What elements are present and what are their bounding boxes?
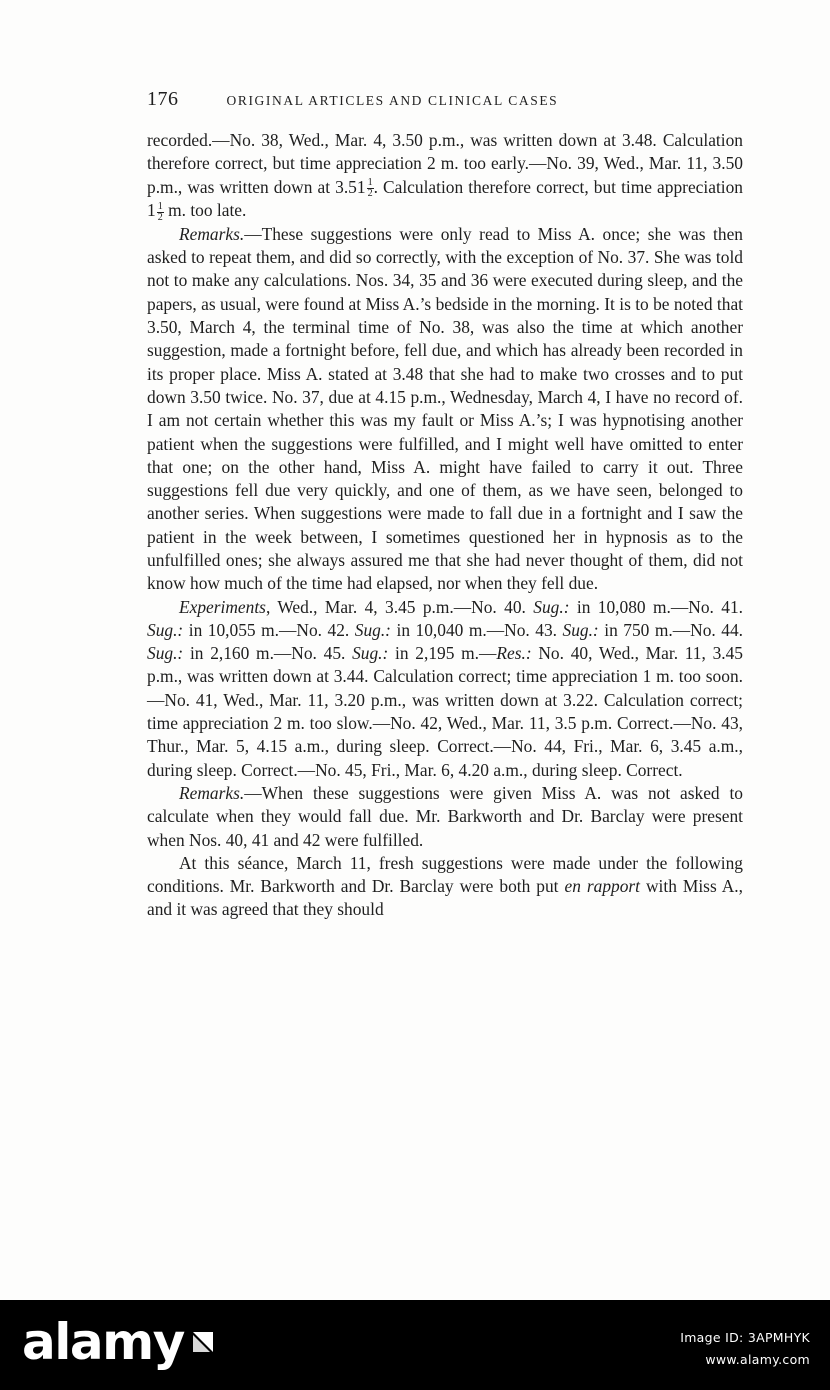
site-url[interactable]: www.alamy.com: [705, 1352, 810, 1367]
paragraph-5: At this séance, March 11, fresh suggestions were made under the following conditions. Mr. Barkworth and Dr. Barclay were both put en rapport with Miss A., and it was agreed that they should: [147, 852, 743, 920]
experiments-label: Experiments: [179, 596, 266, 617]
body-text: [147, 129, 743, 922]
page-header: [147, 88, 747, 116]
sug-label: Sug.:: [352, 643, 389, 664]
paragraph-2: Remarks.—These suggestions were only read to Miss A. once; she was then asked to repeat them, and did so correctly, with the exception of No. 37. She was told not to make any calculations. Nos. 34, 35 and 36 were executed during sleep, and the papers, as usual, were found at Miss A.’s bedside in the morning. It is to be noted that 3.50, March 4, the terminal time of No. 38, was also the time at which another suggestion, made a fortnight before, fell due, and which has already been recorded in its proper place. Miss A. stated at 3.48 that she had to make two crosses and to put down 3.50 twice. No. 37, due at 4.15 p.m., Wednesday, March 4, I have no record of. I am not certain whether this was my fault or Miss A.’s; I was hypnotising another patient when the suggestions were fulfilled, and I might well have omitted to enter that one; on the other hand, Miss A. might have failed to carry it out. Three suggestions fell due very quickly, and one of them, as we have seen, belonged to another series. When suggestions were made to fall due in a fortnight and I saw the patient in the week between, I sometimes questioned her in hypnosis as to the unfulfilled ones; she always assured me that she had never thought of them, did not know how much of the time had elapsed, nor when they fell due.: [147, 223, 743, 594]
paragraph-4: Remarks.—When these suggestions were given Miss A. was not asked to calculate when they would fall due. Mr. Barkworth and Dr. Barclay were present when Nos. 40, 41 and 42 were fulfilled.: [147, 782, 743, 850]
remarks-label: Remarks.: [179, 782, 245, 803]
running-head: ORIGINAL ARTICLES AND CLINICAL CASES: [226, 93, 559, 108]
sug-label: Sug.:: [562, 619, 599, 640]
page-number: 176: [147, 88, 179, 110]
fraction-half: $\frac{1}{2}$: [157, 200, 163, 223]
remarks-label: Remarks.: [179, 223, 245, 244]
en-rapport-phrase: en rapport: [564, 876, 641, 897]
alamy-logo[interactable]: alamy: [22, 1312, 216, 1372]
sug-label: Sug.:: [354, 619, 391, 640]
sug-label: Sug.:: [533, 596, 570, 617]
sug-label: Sug.:: [147, 643, 184, 664]
alamy-mark-icon: [190, 1329, 216, 1355]
fraction-half: $\frac{1}{2}$: [367, 177, 373, 200]
paragraph-1: recorded.—No. 38, Wed., Mar. 4, 3.50 p.m., was written down at 3.48. Calculation therefore correct, but time appreciation 2 m. too early.—No. 39, Wed., Mar. 11, 3.50 p.m., was written down at 3.51 $\frac{1}{2}$ . Calculation therefore correct, but time appreciation 1 $\frac{1}{2}$ m. too late.: [147, 130, 743, 223]
paragraph-3: Experiments, Wed., Mar. 4, 3.45 p.m.—No. 40. Sug.: in 10,080 m.—No. 41. Sug.: in 10,055 m.—No. 42. Sug.: in 10,040 m.—No. 43. Sug.: in 750 m.—No. 44. Sug.: in 2,160 m.—No. 45. Sug.: in 2,195 m.—Res.: No. 40, Wed., Mar. 11, 3.45 p.m., was written down at 3.44. Calculation correct; time appreciation 1 m. too soon.—No. 41, Wed., Mar. 11, 3.20 p.m., was written down at 3.22. Calculation correct; time appreciation 2 m. too slow.—No. 42, Wed., Mar. 11, 3.5 p.m. Correct.—No. 43, Thur., Mar. 5, 4.15 a.m., during sleep. Correct.—No. 44, Fri., Mar. 6, 3.45 a.m., during sleep. Correct.—No. 45, Fri., Mar. 6, 4.20 a.m., during sleep. Correct.: [147, 596, 744, 780]
res-label: Res.:: [496, 643, 532, 664]
watermark-bar: [0, 1300, 830, 1390]
image-id: Image ID: 3APMHYK: [680, 1330, 810, 1345]
sug-label: Sug.:: [147, 619, 184, 640]
